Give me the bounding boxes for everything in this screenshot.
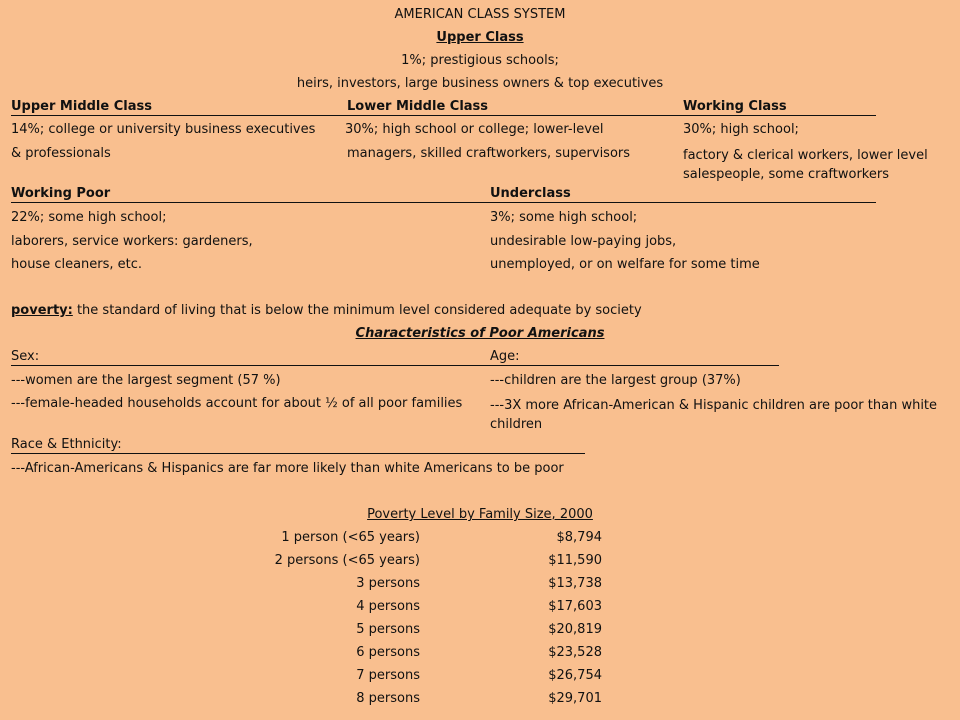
underclass-heading: Underclass [490, 186, 571, 201]
sex-label: Sex: [11, 349, 40, 364]
table-row [0, 645, 960, 661]
family-size-cell: 1 person (<65 years) [281, 530, 420, 545]
age-fact-2: ---3X more African-American & Hispanic children are poor than white children [490, 398, 938, 432]
poor-row-underline [11, 202, 876, 203]
race-underline [11, 453, 585, 454]
sex-age-underline [11, 365, 779, 366]
working-class-line1: 30%; high school; [683, 122, 799, 137]
working-class-line2: factory & clerical workers, lower level salespeople, some craftworkers [683, 148, 928, 182]
underclass-line2: undesirable low-paying jobs, [490, 234, 677, 249]
working-poor-line1: 22%; some high school; [11, 210, 167, 225]
poverty-term: poverty: [11, 303, 73, 318]
table-row [0, 553, 960, 569]
family-size-cell: 8 persons [356, 691, 420, 706]
poverty-amount-cell: $26,754 [548, 668, 602, 683]
underclass-line1: 3%; some high school; [490, 210, 638, 225]
upper-middle-heading: Upper Middle Class [11, 99, 152, 114]
poverty-table-section [0, 507, 960, 523]
sex-fact-1: ---women are the largest segment (57 %) [11, 373, 281, 388]
underclass-line3: unemployed, or on welfare for some time [490, 257, 760, 272]
poverty-amount-cell: $29,701 [548, 691, 602, 706]
lower-middle-line1: 30%; high school or college; lower-level [345, 122, 604, 137]
working-poor-heading: Working Poor [11, 186, 111, 201]
characteristics-heading: Characteristics of Poor Americans [355, 326, 605, 341]
poverty-amount-cell: $13,738 [548, 576, 602, 591]
sex-fact-2: ---female-headed households account for about ½ of all poor families [11, 396, 463, 411]
age-label: Age: [490, 349, 520, 364]
upper-class-line1: 1%; prestigious schools; [401, 53, 559, 68]
poverty-amount-cell: $23,528 [548, 645, 602, 660]
table-row [0, 576, 960, 592]
table-row [0, 622, 960, 638]
class-row-underline [11, 115, 876, 116]
poverty-amount-cell: $20,819 [548, 622, 602, 637]
poverty-amount-cell: $8,794 [556, 530, 602, 545]
family-size-cell: 6 persons [356, 645, 420, 660]
upper-class-heading: Upper Class [436, 30, 524, 45]
poverty-amount-cell: $11,590 [548, 553, 602, 568]
characteristics-section [0, 326, 960, 342]
upper-middle-line1: 14%; college or university business executives [11, 122, 316, 137]
table-row [0, 530, 960, 546]
table-row [0, 599, 960, 615]
table-row [0, 691, 960, 707]
working-poor-line2: laborers, service workers: gardeners, [11, 234, 253, 249]
family-size-cell: 2 persons (<65 years) [274, 553, 420, 568]
upper-middle-line2: & professionals [11, 146, 111, 161]
age-fact-1: ---children are the largest group (37%) [490, 373, 741, 388]
working-class-heading: Working Class [683, 99, 787, 114]
family-size-cell: 4 persons [356, 599, 420, 614]
poverty-definition-text: the standard of living that is below the minimum level considered adequate by society [72, 303, 642, 318]
poverty-table-title: Poverty Level by Family Size, 2000 [367, 507, 593, 522]
family-size-cell: 5 persons [356, 622, 420, 637]
upper-class-line2: heirs, investors, large business owners & top executives [296, 76, 664, 91]
working-poor-line3: house cleaners, etc. [11, 257, 143, 272]
poverty-amount-cell: $17,603 [548, 599, 602, 614]
race-fact-1: ---African-Americans & Hispanics are far more likely than white Americans to be poor [11, 461, 564, 476]
table-row [0, 668, 960, 684]
poverty-definition [11, 303, 642, 319]
lower-middle-line2: managers, skilled craftworkers, supervisors [347, 146, 631, 161]
family-size-cell: 3 persons [356, 576, 420, 591]
page-title: AMERICAN CLASS SYSTEM [394, 7, 566, 22]
race-label: Race & Ethnicity: [11, 437, 122, 452]
lower-middle-heading: Lower Middle Class [347, 99, 489, 114]
family-size-cell: 7 persons [356, 668, 420, 683]
upper-class-section [0, 30, 960, 46]
